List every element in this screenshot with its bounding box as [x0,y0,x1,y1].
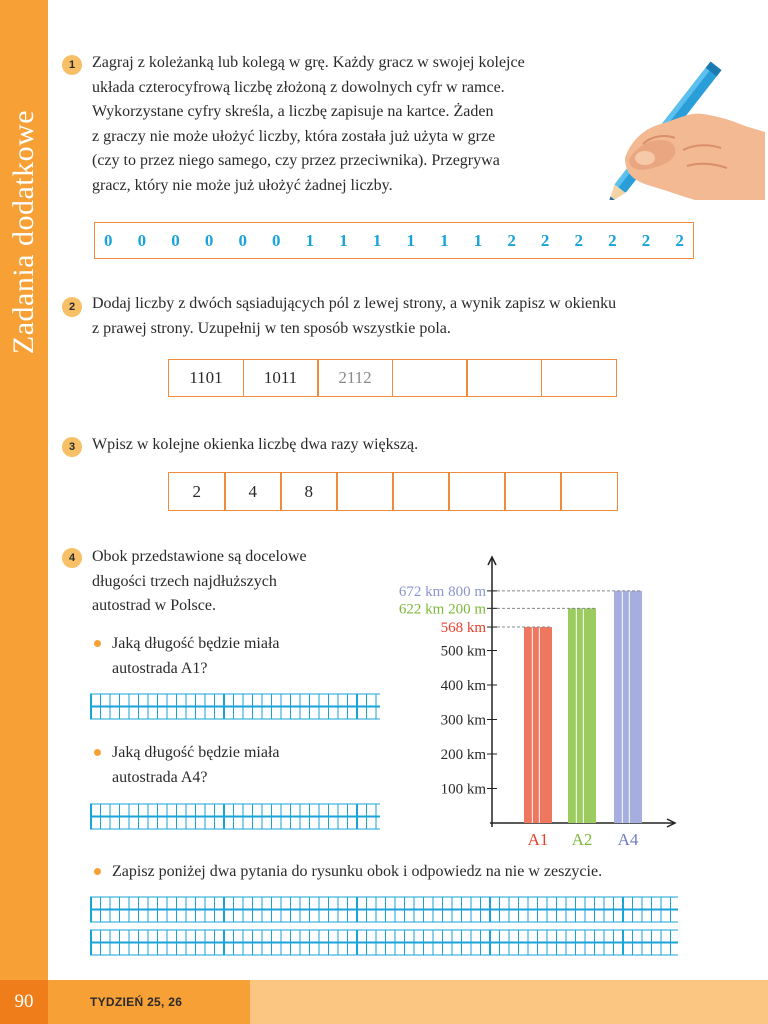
question-own [112,860,602,885]
digit: 2 [540,230,550,250]
task-3-line: Wpisz w kolejne okienka liczbę dwa razy większą. [92,436,419,453]
sum-box-empty[interactable] [392,359,468,397]
double-box: 8 [280,472,338,511]
task-1-text [92,51,525,198]
answer-grid-a4[interactable] [90,802,380,832]
bullet-icon [94,749,101,756]
task-1-line: Zagraj z koleżanką lub kolegą w grę. Każdy gracz w swojej kolejce [92,54,525,71]
task-2-line: Dodaj liczby z dwóch sąsiadujących pól z lewej strony, a wynik zapisz w okienku [92,295,617,312]
bullet-icon [94,868,101,875]
value-label: 622 km 200 m [398,601,486,618]
y-tick-label: 500 km [440,643,486,660]
task-1-line: Wykorzystane cyfry skreśla, a liczbę zapisuje na kartce. Żaden [92,103,494,120]
double-box-empty[interactable] [336,472,394,511]
y-tick-label: 400 km [440,678,486,694]
task-1-line: z graczy nie może ułożyć liczby, która została już użyta w grze [92,127,496,145]
sum-box-empty[interactable] [541,359,617,397]
value-label: 568 km [440,620,486,637]
answer-grid-a1[interactable] [90,692,380,722]
question-a4 [112,741,280,790]
task-3-text [92,433,418,458]
digit: 1 [339,230,348,250]
digit-frame [94,222,694,259]
footer-band [250,980,768,1024]
task-1-line: gracz, który nie może już ułożyć żadnej liczby. [92,176,393,194]
digit: 0 [104,230,113,250]
task-2-boxes [168,359,617,397]
double-box: 4 [224,472,282,511]
digit: 2 [507,230,516,250]
digit: 0 [238,230,247,250]
question-a1 [112,632,280,681]
answer-grid-questions-1[interactable] [90,895,678,925]
digit: 0 [171,230,180,250]
digit: 2 [675,230,684,250]
digit: 1 [473,230,483,250]
y-tick-label: 100 km [440,781,486,798]
digit: 1 [406,230,415,250]
sum-box: 1011 [243,359,319,397]
question-line: autostrada A4? [112,768,208,786]
task-2-badge: 2 [62,297,82,317]
footer-week: TYDZIEŃ 25, 26 [48,980,250,1024]
digit: 0 [137,230,147,250]
double-box: 2 [168,472,226,511]
hand-pencil-illustration [585,40,765,200]
question-line: Zapisz poniżej dwa pytania do rysunku obok i odpowiedz na nie w zeszycie. [112,863,603,880]
double-box-empty[interactable] [560,472,618,511]
task-4-line: długości trzech najdłuższych [92,572,277,590]
page-number: 90 [0,980,48,1024]
bar-a1 [524,627,552,823]
digit: 1 [305,230,315,250]
sum-box: 2112 [317,359,393,397]
task-1-line: układa czterocyfrową liczbę złożoną z dowolnych cyfr w ramce. [92,78,505,96]
category-label: A2 [571,830,593,849]
question-line: Jaką długość będzie miała [112,744,280,761]
bar-a2 [568,608,596,823]
digit: 2 [574,230,584,250]
task-2-line: z prawej strony. Uzupełnij w ten sposób wszystkie pola. [92,319,451,337]
task-3-boxes [168,472,618,511]
sum-box: 1101 [168,359,244,397]
task-4-line: autostrad w Polsce. [92,597,216,614]
task-3-badge: 3 [62,437,82,457]
category-label: A4 [617,830,639,849]
task-1-badge: 1 [62,55,82,75]
digit: 1 [372,230,382,250]
question-line: Jaką długość będzie miała [112,635,280,652]
digit: 0 [204,230,214,250]
digit: 2 [641,230,651,250]
sum-box-empty[interactable] [466,359,542,397]
category-label: A1 [527,830,549,849]
bar-a4 [614,591,642,823]
question-line: autostrada A1? [112,659,208,677]
value-label: 672 km 800 m [398,583,486,600]
bullet-icon [94,640,101,647]
double-box-empty[interactable] [504,472,562,511]
task-4-badge: 4 [62,548,82,568]
digit: 2 [608,230,617,250]
digit: 0 [272,230,281,250]
double-box-empty[interactable] [448,472,506,511]
task-4-text [92,545,307,619]
answer-grid-questions-2[interactable] [90,928,678,958]
highway-length-chart [370,545,690,855]
task-4-line: Obok przedstawione są docelowe [92,548,307,565]
task-2-text [92,292,616,341]
double-box-empty[interactable] [392,472,450,511]
y-tick-label: 200 km [440,747,486,763]
y-tick-label: 300 km [440,712,486,729]
task-1-line: (czy to przez niego samego, czy przez przeciwnika). Przegrywa [92,152,500,169]
sidebar-title: Zadania dodatkowe [7,109,40,355]
digit: 1 [440,230,449,250]
